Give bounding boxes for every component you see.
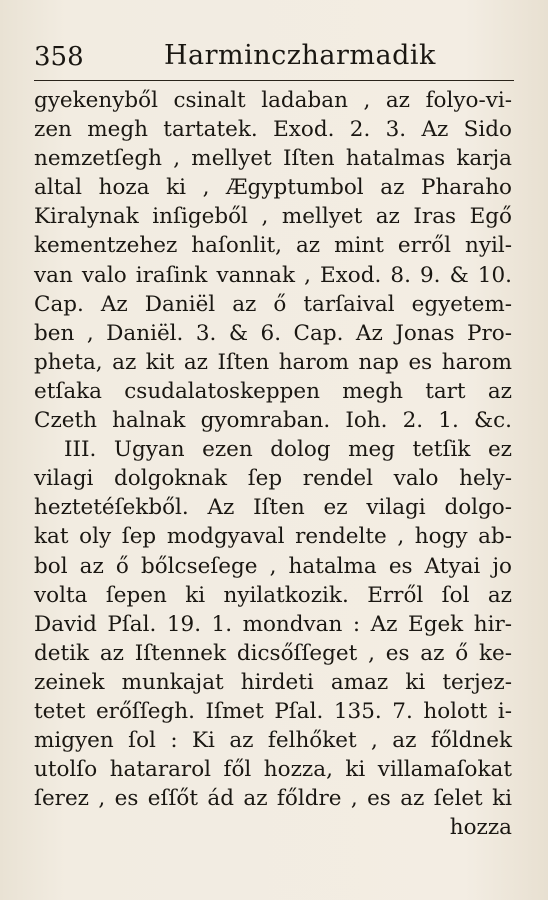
text-line: gyekenyből csinalt ladaban , az folyo-vi- [34, 88, 512, 113]
text-line: pheta, az kit az Iſten harom nap es harom [34, 349, 512, 375]
text-line: vilagi dolgoknak ſep rendel valo hely- [34, 466, 512, 492]
text-line: ſerez , es eſſőt ád az főldre , es az ſelet ki [34, 786, 512, 812]
text-line: Kiralynak inſigeből , mellyet az Iras Egő [34, 204, 512, 230]
header-rule [34, 80, 514, 81]
text-line: tetet erőſſegh. Iſmet Pſal. 135. 7. holott i- [34, 698, 512, 724]
running-title: Harminczharmadik [164, 40, 436, 71]
text-line: volta ſepen ki nyilatkozik. Erről ſol az [34, 582, 512, 608]
text-line: nemzetſegh , mellyet Iſten hatalmas karja [34, 146, 512, 172]
text-line: detik az Iſtennek dicsőſſeget , es az ő ke- [34, 640, 512, 666]
catchword: hozza [449, 815, 512, 841]
text-line: Czeth halnak gyomraban. Ioh. 2. 1. &c. [34, 408, 512, 434]
text-line: zen megh tartatek. Exod. 2. 3. Az Sido [34, 117, 512, 143]
page-number: 358 [34, 42, 84, 72]
text-line: David Pſal. 19. 1. mondvan : Az Egek hir- [34, 611, 512, 637]
text-line: etſaka csudalatoskeppen megh tart az [34, 378, 512, 404]
page-header [34, 38, 514, 78]
body-text [34, 86, 512, 842]
text-line: kat oly ſep modgyaval rendelte , hogy ab- [34, 524, 512, 550]
text-line: migyen ſol : Ki az felhőket , az főldnek [34, 728, 512, 754]
text-line: kementzehez haſonlit, az mint erről nyil- [34, 233, 512, 259]
text-line: ben , Daniël. 3. & 6. Cap. Az Jonas Pro- [34, 320, 512, 346]
text-line: utolſo hatararol fől hozza, ki villamaſokat [34, 757, 512, 783]
text-line: heztetéſekből. Az Iſten ez vilagi dolgo- [34, 495, 512, 521]
text-line: altal hoza ki , Ægyptumbol az Pharaho [34, 175, 512, 201]
text-line: van valo iraſink vannak , Exod. 8. 9. & 10. [34, 262, 512, 288]
text-line: bol az ő bőlcseſege , hatalma es Atyai jo [34, 553, 512, 579]
text-line: III. Ugyan ezen dolog meg tetſik ez [64, 437, 512, 463]
text-line: Cap. Az Daniël az ő tarſaival egyetem- [34, 291, 512, 317]
text-line: zeinek munkajat hirdeti amaz ki terjez- [34, 669, 512, 695]
